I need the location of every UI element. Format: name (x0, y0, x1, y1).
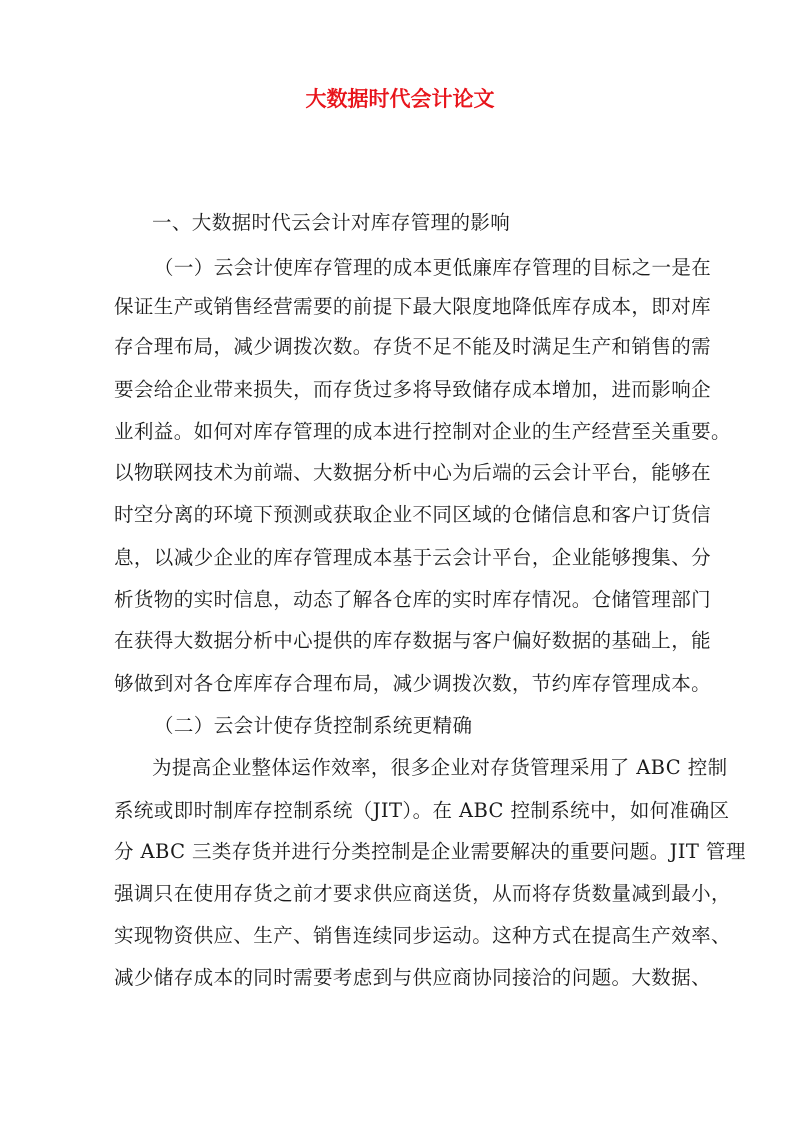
paragraph-line: 存合理布局，减少调拨次数。存货不足不能及时满足生产和销售的需 (114, 335, 712, 358)
paragraph-line: 息，以减少企业的库存管理成本基于云会计平台，企业能够搜集、分 (114, 546, 712, 569)
paragraph-line: 时空分离的环境下预测或获取企业不同区域的仓储信息和客户订货信 (114, 503, 712, 526)
subsection-heading-2: （二）云会计使存货控制系统更精确 (154, 714, 473, 737)
paragraph-line: 为提高企业整体运作效率，很多企业对存货管理采用了 ABC 控制 (152, 756, 728, 779)
paragraph-line: 减少储存成本的同时需要考虑到与供应商协同接洽的问题。大数据、 (114, 966, 712, 989)
paragraph-line: 够做到对各仓库库存合理布局，减少调拨次数，节约库存管理成本。 (114, 672, 712, 695)
subsection-heading-1: （一）云会计使库存管理的成本更低廉库存管理的目标之一是在 (154, 256, 712, 279)
paragraph-line: 析货物的实时信息，动态了解各仓库的实时库存情况。仓储管理部门 (114, 588, 712, 611)
paragraph-line: 保证生产或销售经营需要的前提下最大限度地降低库存成本，即对库 (114, 295, 712, 318)
paragraph-line: 在获得大数据分析中心提供的库存数据与客户偏好数据的基础上，能 (114, 629, 712, 652)
paragraph-line: 强调只在使用存货之前才要求供应商送货，从而将存货数量减到最小， (114, 882, 731, 905)
paragraph-line: 以物联网技术为前端、大数据分析中心为后端的云会计平台，能够在 (114, 461, 712, 484)
document-title: 大数据时代会计论文 (305, 86, 495, 111)
paragraph-line: 分 ABC 三类存货并进行分类控制是企业需要解决的重要问题。JIT 管理 (114, 840, 746, 863)
paragraph-line: 实现物资供应、生产、销售连续同步运动。这种方式在提高生产效率、 (114, 924, 731, 947)
paragraph-line: 业利益。如何对库存管理的成本进行控制对企业的生产经营至关重要。 (114, 420, 731, 443)
paragraph-line: 要会给企业带来损失，而存货过多将导致储存成本增加，进而影响企 (114, 378, 712, 401)
paragraph-line: 系统或即时制库存控制系统（JIT）。在 ABC 控制系统中，如何准确区 (114, 799, 730, 822)
section-heading-1: 一、大数据时代云会计对库存管理的影响 (152, 211, 511, 234)
